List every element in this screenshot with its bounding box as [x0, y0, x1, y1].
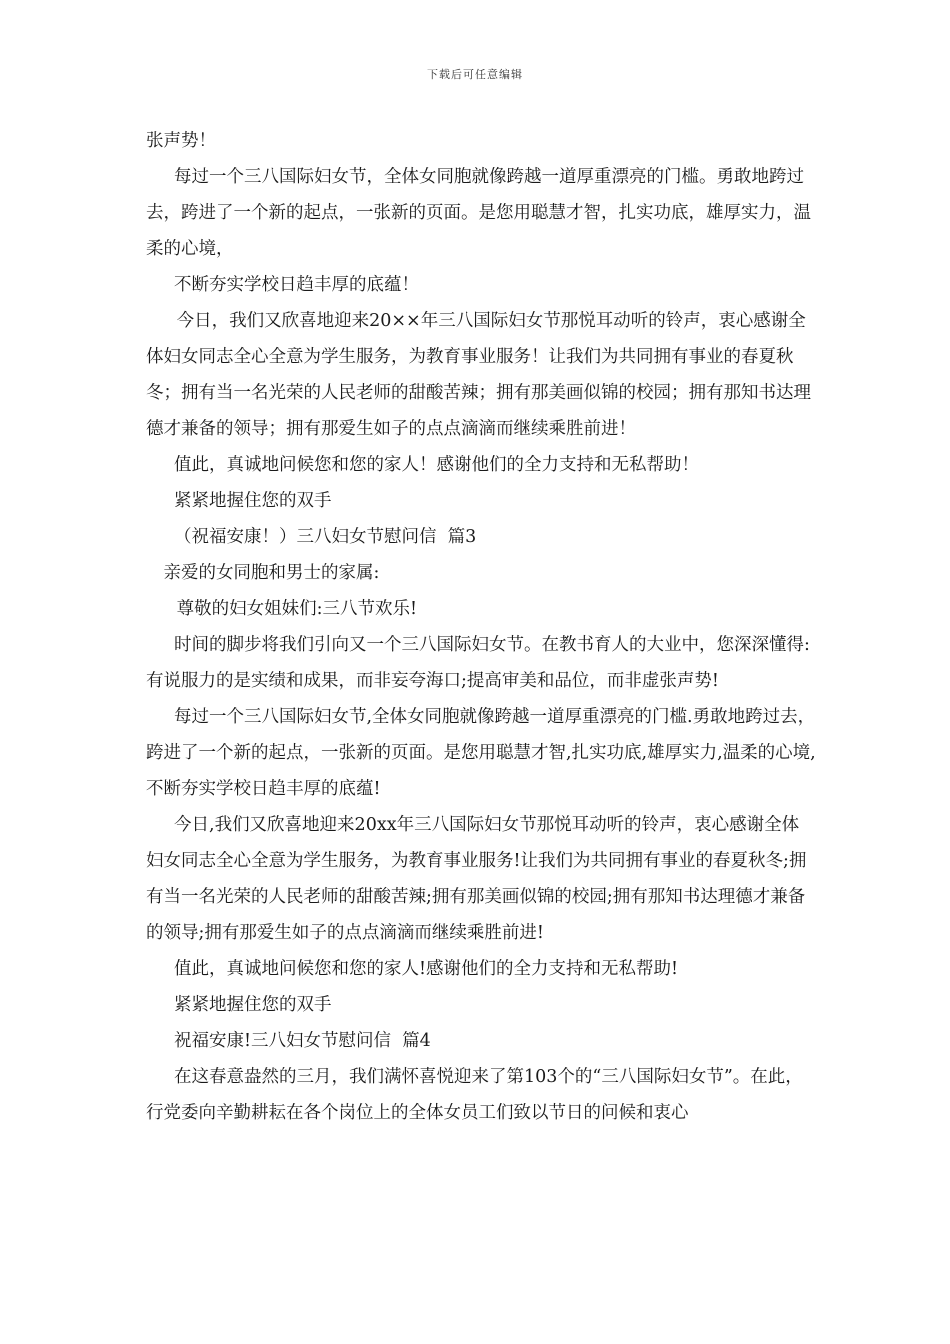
paragraph: 在这春意盎然的三月，我们满怀喜悦迎来了第103个的“三八国际妇女节”。在此，行党委向辛勤耕耘在各个岗位上的全体女员工们致以节日的问候和衷心 [146, 1067, 803, 1123]
paragraph: 值此，真诚地问候您和您的家人！感谢他们的全力支持和无私帮助！ [174, 455, 699, 475]
paragraph: 张声势！ [146, 131, 216, 151]
paragraph: 每过一个三八国际妇女节，全体女同胞就像跨越一道厚重漂亮的门槛。勇敢地跨过去，跨进了一个新的起点，一张新的页面。是您用聪慧才智，扎实功底，雄厚实力，温柔的心境， [146, 167, 811, 259]
paragraph: 每过一个三八国际妇女节,全体女同胞就像跨越一道厚重漂亮的门槛.勇敢地跨过去，跨进了一个新的起点，一张新的页面。是您用聪慧才智,扎实功底,雄厚实力,温柔的心境,不断夯实学校日趋丰厚的底蕴! [146, 707, 816, 799]
paragraph: 今日，我们又欣喜地迎来20××年三八国际妇女节那悦耳动听的铃声，衷心感谢全体妇女同志全心全意为学生服务，为教育事业服务！让我们为共同拥有事业的春夏秋冬；拥有当一名光荣的人民老师的甜酸苦辣；拥有那美画似锦的校园；拥有那知书达理德才兼备的领导；拥有那爱生如子的点点滴滴而继续乘胜前进！ [146, 311, 811, 439]
section-heading: 祝福安康!三八妇女节慰问信 篇4 [174, 1031, 431, 1051]
document-body [146, 123, 816, 1131]
closing-line: 紧紧地握住您的双手 [174, 491, 332, 511]
section-heading: （祝福安康！）三八妇女节慰问信 篇3 [174, 527, 477, 547]
paragraph: 今日,我们又欣喜地迎来20xx年三八国际妇女节那悦耳动听的铃声，衷心感谢全体妇女同志全心全意为学生服务，为教育事业服务!让我们为共同拥有事业的春夏秋冬;拥有当一名光荣的人民老师的甜酸苦辣;拥有那美画似锦的校园;拥有那知书达理德才兼备的领导;拥有那爱生如子的点点滴滴而继续乘胜前进! [146, 815, 807, 943]
paragraph: 值此，真诚地问候您和您的家人!感谢他们的全力支持和无私帮助! [174, 959, 679, 979]
paragraph: 不断夯实学校日趋丰厚的底蕴！ [174, 275, 419, 295]
salutation: 亲爱的女同胞和男士的家属: [163, 563, 380, 583]
page-header-note: 下载后可任意编辑 [427, 68, 523, 81]
paragraph: 时间的脚步将我们引向又一个三八国际妇女节。在教书育人的大业中，您深深懂得:有说服力的是实绩和成果，而非妄夸海口;提高审美和品位，而非虚张声势! [146, 635, 810, 691]
greeting-line: 尊敬的妇女姐妹们:三八节欢乐! [176, 599, 418, 619]
closing-line: 紧紧地握住您的双手 [174, 995, 332, 1015]
